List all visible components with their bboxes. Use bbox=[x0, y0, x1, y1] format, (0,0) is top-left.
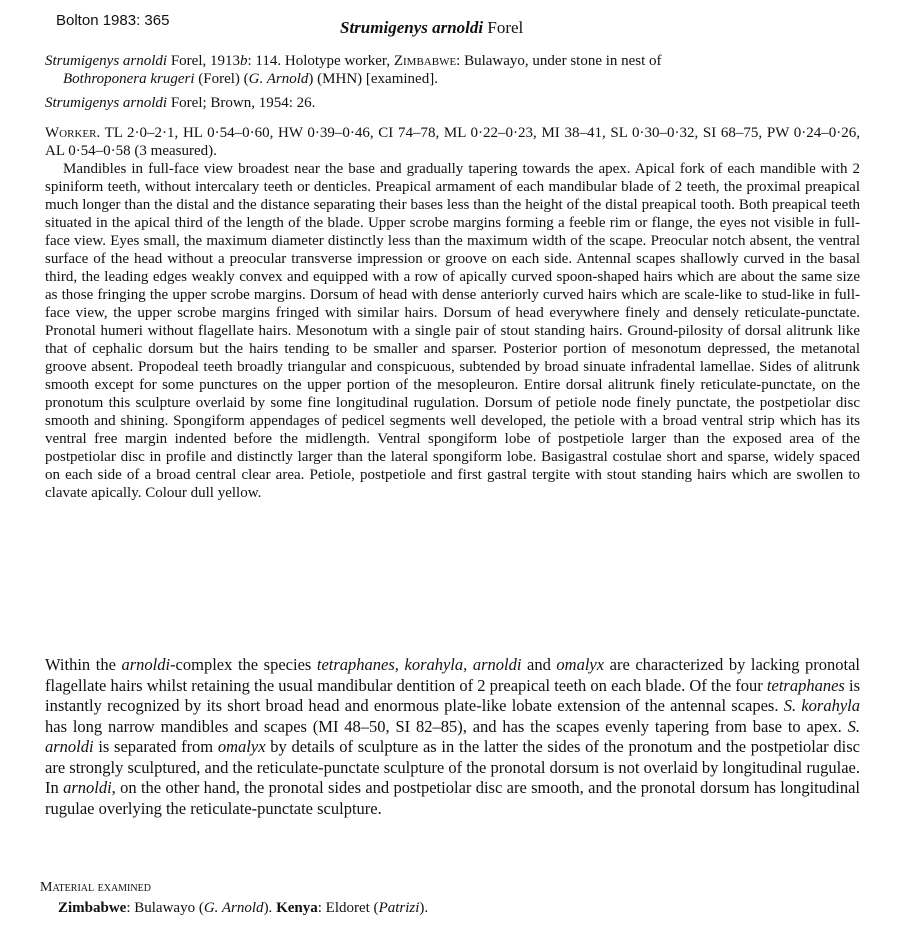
worker-measurements: Worker. TL 2·0–2·1, HL 0·54–0·60, HW 0·39–0·46, CI 74–78, ML 0·22–0·23, MI 38–41, SL 0·30–0·32, SI 68–75, PW 0·24–0·26, AL 0·54–0·58 (3 measured). bbox=[45, 125, 860, 159]
synonymy-line-3: Strumigenys arnoldi Forel; Brown, 1954: 26. bbox=[45, 95, 316, 111]
worker-description bbox=[45, 124, 860, 502]
material-examined-list: Zimbabwe: Bulawayo (G. Arnold). Kenya: Eldoret (Patrizi). bbox=[58, 900, 429, 916]
synonymy-line-1: Strumigenys arnoldi Forel, 1913b: 114. Holotype worker, Zimbabwe: Bulawayo, under stone in nest of Bothroponera krugeri (Forel) (G. Arnold) (MHN) [examined]. bbox=[45, 52, 860, 88]
species-title bbox=[340, 18, 523, 38]
species-name: Strumigenys arnoldi bbox=[340, 18, 484, 37]
synonymy-line-2: Bothroponera krugeri (Forel) (G. Arnold) (MHN) [examined]. bbox=[63, 71, 438, 87]
worker-diagnosis: Mandibles in full-face view broadest near the base and gradually tapering towards the apex. Apical fork of each mandible with 2 spiniform teeth, without intercalary teeth or denticles. Preapical armament of each mandibular blade of 2 teeth, the proximal preapical much longer than the distal and the distance separating their bases less than the height of the distal preapical tooth. Both preapical teeth situated in the apical third of the length of the blade. Upper scrobe margins forming a feeble rim or flange, the eyes not visible in full-face view. Eyes small, the maximum diameter distinctly less than the maximum width of the scape. Preocular notch absent, the ventral surface of the head without a preocular transverse impression or groove on each side. Antennal scapes shallowly curved in the basal third, the leading edges weakly convex and equipped with a row of apically curved spoon-shaped hairs which are about the same size as those fringing the upper scrobe margins. Dorsum of head with dense anteriorly curved hairs which are scale-like to stud-like in full-face view, the upper scrobe margins fringed with similar hairs. Dorsum of head everywhere finely and densely reticulate-punctate. Pronotal humeri without flagellate hairs. Mesonotum with a single pair of stout standing hairs. Ground-pilosity of dorsal alitrunk like that of cephalic dorsum but the hairs tending to be smaller and sparser. Posterior portion of mesonotum depressed, the metanotal groove absent. Propodeal teeth broadly triangular and conspicuous, subtended by broad sinuate infradental lamellae. Sides of alitrunk smooth except for some punctures on the upper portion of the mesopleuron. Entire dorsal alitrunk finely reticulate-punctate, on the pronotum this sculpture overlaid by some fine longitudinal rugulation. Dorsum of petiole node finely punctate, the postpetiolar disc smooth and shining. Spongiform appendages of pedicel segments well developed, the petiole with a broad ventral strip which has its ventral free margin indented before the midlength. Ventral spongiform lobe of postpetiole larger than the exposed area of the postpetiolar disc in profile and distinctly larger than the lateral spongiform lobe. Basigastral costulae short and sparse, widely spaced on each side of a broad central clear area. Petiole, postpetiole and first gastral tergite with stout standing hairs which are swollen to clavate apically. Colour dull yellow. bbox=[45, 161, 860, 501]
discussion-paragraph: Within the arnoldi-complex the species tetraphanes, korahyla, arnoldi and omalyx are characterized by lacking pronotal flagellate hairs whilst retaining the usual mandibular dentition of 2 preapical teeth on each blade. Of the four tetraphanes is instantly recognized by its short broad head and enormous plate-like lobate extension of the antennal scapes. S. korahyla has long narrow mandibles and scapes (MI 48–50, SI 82–85), and has the scapes evenly tapering from base to apex. S. arnoldi is separated from omalyx by details of sculpture as in the latter the sides of the pronotum and the postpetiolar disc are strongly sculptured, and the reticulate-punctate sculpture of the pronotal dorsum is not overlaid by longitudinal rugulae. In arnoldi, on the other hand, the pronotal sides and postpetiolar disc are smooth, and the pronotal dorsum has longitudinal rugulae overlying the reticulate-punctate sculpture. bbox=[45, 655, 861, 818]
page-reference: Bolton 1983: 365 bbox=[56, 12, 170, 29]
material-examined-heading: Material examined bbox=[40, 880, 151, 895]
species-author: Forel bbox=[487, 18, 524, 37]
